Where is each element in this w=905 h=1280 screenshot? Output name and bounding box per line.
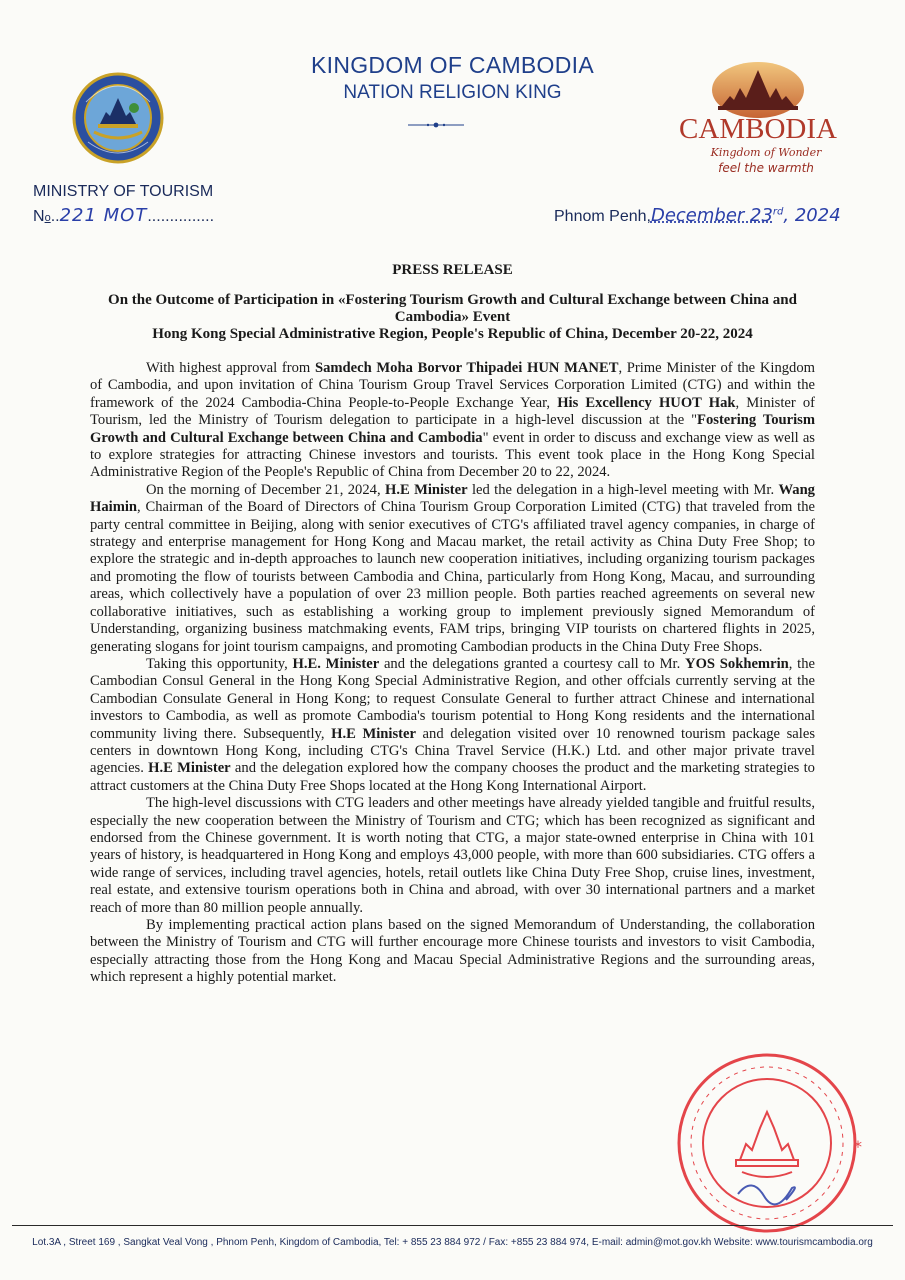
- p2-text-a: On the morning of December 21, 2024,: [146, 481, 385, 498]
- subtitle-line-1: On the Outcome of Participation in «Fostering Tourism Growth and Cultural Exchange between China and Cambodia» Event: [108, 292, 797, 325]
- p2-bold-chairman: Wang Haimin: [90, 481, 815, 516]
- svg-text:*: *: [854, 1137, 862, 1156]
- ministry-seal-icon: [72, 72, 164, 164]
- p1-text-a: With highest approval from: [146, 360, 315, 376]
- reference-dots-before: ..: [50, 208, 60, 225]
- reference-number: [33, 205, 214, 226]
- dateline-date-suffix: rd: [772, 206, 784, 218]
- footer-contact: Lot.3A , Street 169 , Sangkat Veal Vong , Phnom Penh, Kingdom of Cambodia, Tel: + 855 23 884 972 / Fax: +855 23 884 974, E-mail: admin@mot.gov.kh Website: www.tourismcambodia.org: [32, 1237, 873, 1248]
- p3-text-i: and the delegation explored how the company chooses the product and the marketing strategies to attract customers at the China Duty Free Shops located at the Hong Kong International Airport.: [90, 760, 815, 794]
- reference-prefix: N: [33, 208, 45, 225]
- paragraph-5: By implementing practical action plans based on the signed Memorandum of Understanding, the collaboration between the Ministry of Tourism and CTG will further encourage more Chinese tourists and investors to visit Cambodia, especially attracting those from the Hong Kong and Macau Special Administrative Regions and the surrounding areas, which represent a highly potential market.: [90, 917, 815, 986]
- p3-text-c: and the delegations granted a courtesy call to Mr.: [379, 655, 686, 672]
- p1-bold-prime-minister: Samdech Moha Borvor Thipadei HUN MANET: [314, 360, 619, 376]
- ministry-name: MINISTRY OF TOURISM: [33, 183, 214, 200]
- p3-bold-minister-1: H.E. Minister: [292, 655, 380, 672]
- press-release-subtitle: [90, 292, 815, 343]
- press-release-body: [90, 360, 815, 987]
- footer-divider: [12, 1225, 893, 1226]
- brand-name: CAMBODIA: [679, 113, 837, 145]
- p3-bold-minister-2: H.E Minister: [331, 725, 416, 742]
- p1-bold-event: Fostering Tourism Growth and Cultural Exchange between China and Cambodia: [90, 412, 815, 446]
- p3-text-e: , the Cambodian Consul General in the Hong Kong Special Administrative Region, and other offcials currently serving at the Cambodian Consulate General in Hong Kong; to request Consulate General to further attract Chinese and international investors to Cambodia, as well as promote Cambodia's tourism potential to Hong Kong residents and the international community living there. Subsequently,: [90, 655, 815, 742]
- p3-text-a: Taking this opportunity,: [146, 655, 293, 672]
- p1-text-c: , Prime Minister of the Kingdom of Cambodia, and upon invitation of China Tourism Group Travel Services Corporation Limited (CTG) and within the framework of the 2024 Cambodia-China People-to-People Exchange Year,: [90, 360, 815, 411]
- p2-bold-minister: H.E Minister: [384, 481, 468, 498]
- p1-text-g: " event in order to discuss and exchange view as well as to explore strategies for attracting Chinese investors and tourists. This event took place in the Hong Kong Special Administrative Region of the People's Republic of China from December 20 to 22, 2024.: [90, 429, 815, 481]
- press-release-title: PRESS RELEASE: [392, 262, 513, 278]
- p1-bold-minister: His Excellency HUOT Hak: [557, 394, 736, 411]
- p2-text-e: , Chairman of the Board of Directors of China Tourism Group Corporation Limited (CTG) that traveled from the party central committee in Beijing, along with senior executives of CTG's affiliated travel agency companies, in charge of strategy and enterprise management for Hong Kong and Macau market, the retail activity as China Duty Free Shop; to explore the strategic and in-depth approaches to launch new cooperation initiatives, including organizing tourism packages and promoting the flow of tourists between Cambodia and China, particularly from Hong Kong, Macau, and surrounding areas, which collectively have a population of over 23 million people. Both parties reached agreements on several new collaborative initiatives, such as establishing a working group to implement previously signed Memorandum of Understanding, organizing business matchmaking events, FAM trips, bringing VIP tourists on chartered flights in 2025, generating slogans for joint tourism campaigns, and promoting Cambodian products in the China Duty Free Shops.: [90, 499, 815, 655]
- p1-text-e: , Minister of Tourism, led the Ministry of Tourism delegation to participate in a high-level discussion at the ": [90, 394, 815, 429]
- paragraph-2: [90, 482, 815, 656]
- dateline-date-year: , 2024: [783, 205, 841, 226]
- paragraph-3: [90, 656, 815, 795]
- brand-tagline-1: Kingdom of Wonder: [710, 146, 822, 159]
- p3-bold-consul: YOS Sokhemrin: [685, 655, 789, 672]
- p2-text-c: led the delegation in a high-level meeting with Mr.: [467, 481, 779, 498]
- cambodia-brand-logo: [660, 60, 860, 180]
- motto-heading: NATION RELIGION KING: [343, 82, 562, 103]
- kingdom-heading: KINGDOM OF CAMBODIA: [311, 52, 594, 78]
- p3-text-g: and delegation visited over 10 renowned tourism package sales centers in downtown Hong Kong, including CTG's China Travel Service (H.K.) Ltd. and other major private travel agencies.: [90, 725, 815, 777]
- reference-handwritten-number: 221 MOT: [59, 205, 148, 226]
- subtitle-line-2: Hong Kong Special Administrative Region, People's Republic of China, December 20-22, 2024: [152, 326, 753, 342]
- p3-bold-minister-3: H.E Minister: [148, 760, 231, 777]
- dateline: [554, 205, 841, 226]
- official-stamp-icon: [668, 1048, 866, 1238]
- paragraph-4: The high-level discussions with CTG leaders and other meetings have already yielded tangible and fruitful results, especially the new cooperation between the Ministry of Tourism and CTG; which has been recognized as significant and endorsed from the Chinese government. It is worth noting that CTG, a major state-owned enterprise in China with 101 years of history, is headquartered in Hong Kong and employs 43,000 people, with more than 600 subsidiaries. CTG offers a wide range of services, including travel agencies, hotels, retail outlets like China Duty Free Shop, cruise lines, investment, real estate, and extensive tourism operations both in China and abroad, with over 30 international partners and a market reach of more than 80 million people annually.: [90, 795, 815, 916]
- ornament-divider: [408, 121, 464, 129]
- paragraph-1: [90, 360, 815, 482]
- brand-tagline-2: feel the warmth: [718, 161, 814, 175]
- dateline-handwritten-date: December 23: [650, 205, 773, 226]
- reference-dots-after: ...............: [147, 208, 215, 225]
- reference-prefix-small: o: [44, 212, 51, 224]
- dateline-city: Phnom Penh,: [554, 208, 651, 225]
